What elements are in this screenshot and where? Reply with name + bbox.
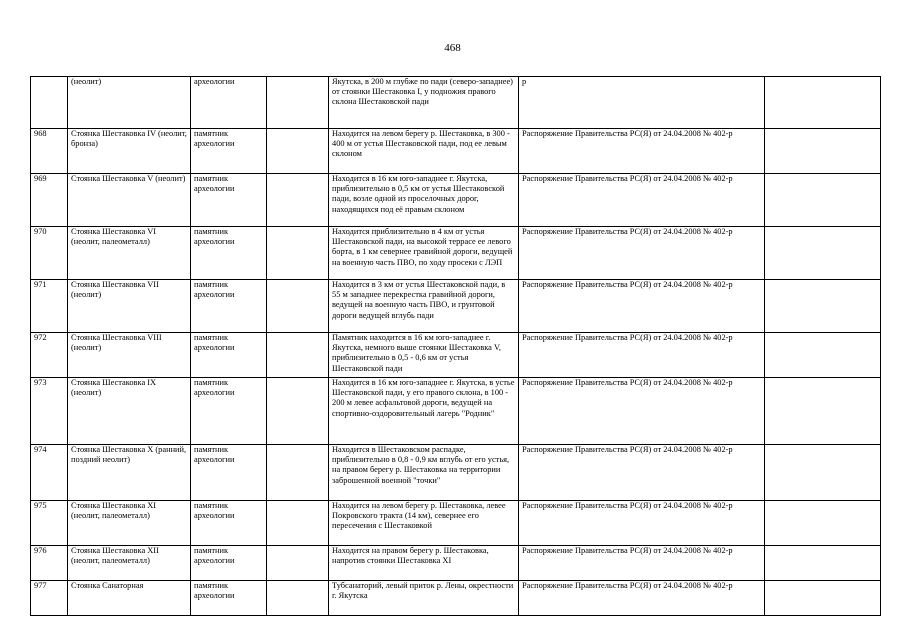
empty-cell: [267, 174, 329, 227]
table-row: [31, 333, 881, 378]
table-row: [31, 280, 881, 333]
empty-cell: [267, 227, 329, 280]
note-cell: [765, 501, 881, 546]
location-cell: Находится в Шестаковском распадке, приблизительно в 0,8 - 0,9 км вглубь от его устья, на правом берегу р. Шестаковка на территории заброшенной военной "точки": [329, 445, 519, 501]
table-row: [31, 77, 881, 129]
row-number-cell: 968: [31, 129, 68, 174]
monument-name-cell: Стоянка Шестаковка XI (неолит, палеометалл): [68, 501, 191, 546]
row-number-cell: [31, 77, 68, 129]
note-cell: [765, 581, 881, 616]
legal-document-cell: Распоряжение Правительства РС(Я) от 24.04.2008 № 402-р: [519, 174, 765, 227]
note-cell: [765, 333, 881, 378]
row-number-cell: 970: [31, 227, 68, 280]
monument-name-cell: Стоянка Шестаковка VI (неолит, палеометалл): [68, 227, 191, 280]
row-number-cell: 972: [31, 333, 68, 378]
location-cell: Находится на правом берегу р. Шестаковка, напротив стоянки Шестаковка XI: [329, 546, 519, 581]
row-number-cell: 974: [31, 445, 68, 501]
empty-cell: [267, 501, 329, 546]
empty-cell: [267, 129, 329, 174]
monument-name-cell: Стоянка Шестаковка V (неолит): [68, 174, 191, 227]
table-row: [31, 227, 881, 280]
location-cell: Якутска, в 200 м глубже по пади (северо-западнее) от стоянки Шестаковка I, у подножия правого склона Шестаковской пади: [329, 77, 519, 129]
row-number-cell: 971: [31, 280, 68, 333]
location-cell: Находится на левом берегу р. Шестаковка, левее Покровского тракта (14 км), севернее его пересечения с Шестаковкой: [329, 501, 519, 546]
empty-cell: [267, 445, 329, 501]
category-cell: памятник археологии: [191, 280, 267, 333]
category-cell: памятник археологии: [191, 333, 267, 378]
note-cell: [765, 174, 881, 227]
note-cell: [765, 378, 881, 445]
category-cell: памятник археологии: [191, 501, 267, 546]
location-cell: Находится приблизительно в 4 км от устья Шестаковской пади, на высокой террасе ее левого борта, в 1 км севернее гравийной дороги, ведущей на военную часть ПВО, по ходу просеки с ЛЭП: [329, 227, 519, 280]
location-cell: Тубсанаторий, левый приток р. Лены, окрестности г. Якутска: [329, 581, 519, 616]
legal-document-cell: Распоряжение Правительства РС(Я) от 24.04.2008 № 402-р: [519, 501, 765, 546]
empty-cell: [267, 280, 329, 333]
legal-document-cell: Распоряжение Правительства РС(Я) от 24.04.2008 № 402-р: [519, 129, 765, 174]
location-cell: Находится в 3 км от устья Шестаковской пади, в 55 м западнее перекрестка гравийной дороги, ведущей на военную часть ПВО, и грунтовой дороги ведущей вглубь пади: [329, 280, 519, 333]
empty-cell: [267, 333, 329, 378]
page-number: 468: [444, 42, 461, 54]
monument-name-cell: (неолит): [68, 77, 191, 129]
monument-name-cell: Стоянка Санаторная: [68, 581, 191, 616]
category-cell: памятник археологии: [191, 174, 267, 227]
row-number-cell: 973: [31, 378, 68, 445]
legal-document-cell: р: [519, 77, 765, 129]
legal-document-cell: Распоряжение Правительства РС(Я) от 24.04.2008 № 402-р: [519, 333, 765, 378]
table-row: [31, 501, 881, 546]
monument-name-cell: Стоянка Шестаковка X (ранний, поздний неолит): [68, 445, 191, 501]
legal-document-cell: Распоряжение Правительства РС(Я) от 24.04.2008 № 402-р: [519, 445, 765, 501]
note-cell: [765, 280, 881, 333]
category-cell: памятник археологии: [191, 378, 267, 445]
category-cell: памятник археологии: [191, 546, 267, 581]
table-row: [31, 174, 881, 227]
empty-cell: [267, 77, 329, 129]
legal-document-cell: Распоряжение Правительства РС(Я) от 24.04.2008 № 402-р: [519, 546, 765, 581]
location-cell: Находится в 16 км юго-западнее г. Якутска, приблизительно в 0,5 км от устья Шестаковской пади, возле одной из проселочных дорог, находящихся под её правым склоном: [329, 174, 519, 227]
monument-name-cell: Стоянка Шестаковка VIII (неолит): [68, 333, 191, 378]
table-row: [31, 378, 881, 445]
monument-name-cell: Стоянка Шестаковка XII (неолит, палеометалл): [68, 546, 191, 581]
note-cell: [765, 77, 881, 129]
note-cell: [765, 445, 881, 501]
table-row: [31, 581, 881, 616]
row-number-cell: 969: [31, 174, 68, 227]
legal-document-cell: Распоряжение Правительства РС(Я) от 24.04.2008 № 402-р: [519, 280, 765, 333]
monument-name-cell: Стоянка Шестаковка IV (неолит, бронза): [68, 129, 191, 174]
location-cell: Памятник находится в 16 км юго-западнее г. Якутска, немного выше стоянки Шестаковка V, приблизительно в 0,5 - 0,6 км от устья Шестаковской пади: [329, 333, 519, 378]
monument-name-cell: Стоянка Шестаковка VII (неолит): [68, 280, 191, 333]
location-cell: Находится в 16 км юго-западнее г. Якутска, в устье Шестаковской пади, у его правого склона, в 100 - 200 м левее асфальтовой дороги, ведущей на спортивно-оздоровительный лагерь "Родник": [329, 378, 519, 445]
empty-cell: [267, 378, 329, 445]
legal-document-cell: Распоряжение Правительства РС(Я) от 24.04.2008 № 402-р: [519, 227, 765, 280]
category-cell: памятник археологии: [191, 581, 267, 616]
category-cell: памятник археологии: [191, 445, 267, 501]
table-row: [31, 129, 881, 174]
row-number-cell: 977: [31, 581, 68, 616]
row-number-cell: 976: [31, 546, 68, 581]
empty-cell: [267, 581, 329, 616]
empty-cell: [267, 546, 329, 581]
heritage-registry-table: [30, 76, 881, 616]
legal-document-cell: Распоряжение Правительства РС(Я) от 24.04.2008 № 402-р: [519, 378, 765, 445]
row-number-cell: 975: [31, 501, 68, 546]
category-cell: археологии: [191, 77, 267, 129]
table-row: [31, 546, 881, 581]
table-row: [31, 445, 881, 501]
location-cell: Находится на левом берегу р. Шестаковка, в 300 - 400 м от устья Шестаковской пади, под ее левым склоном: [329, 129, 519, 174]
note-cell: [765, 129, 881, 174]
monument-name-cell: Стоянка Шестаковка IX (неолит): [68, 378, 191, 445]
note-cell: [765, 546, 881, 581]
category-cell: памятник археологии: [191, 129, 267, 174]
note-cell: [765, 227, 881, 280]
category-cell: памятник археологии: [191, 227, 267, 280]
legal-document-cell: Распоряжение Правительства РС(Я) от 24.04.2008 № 402-р: [519, 581, 765, 616]
